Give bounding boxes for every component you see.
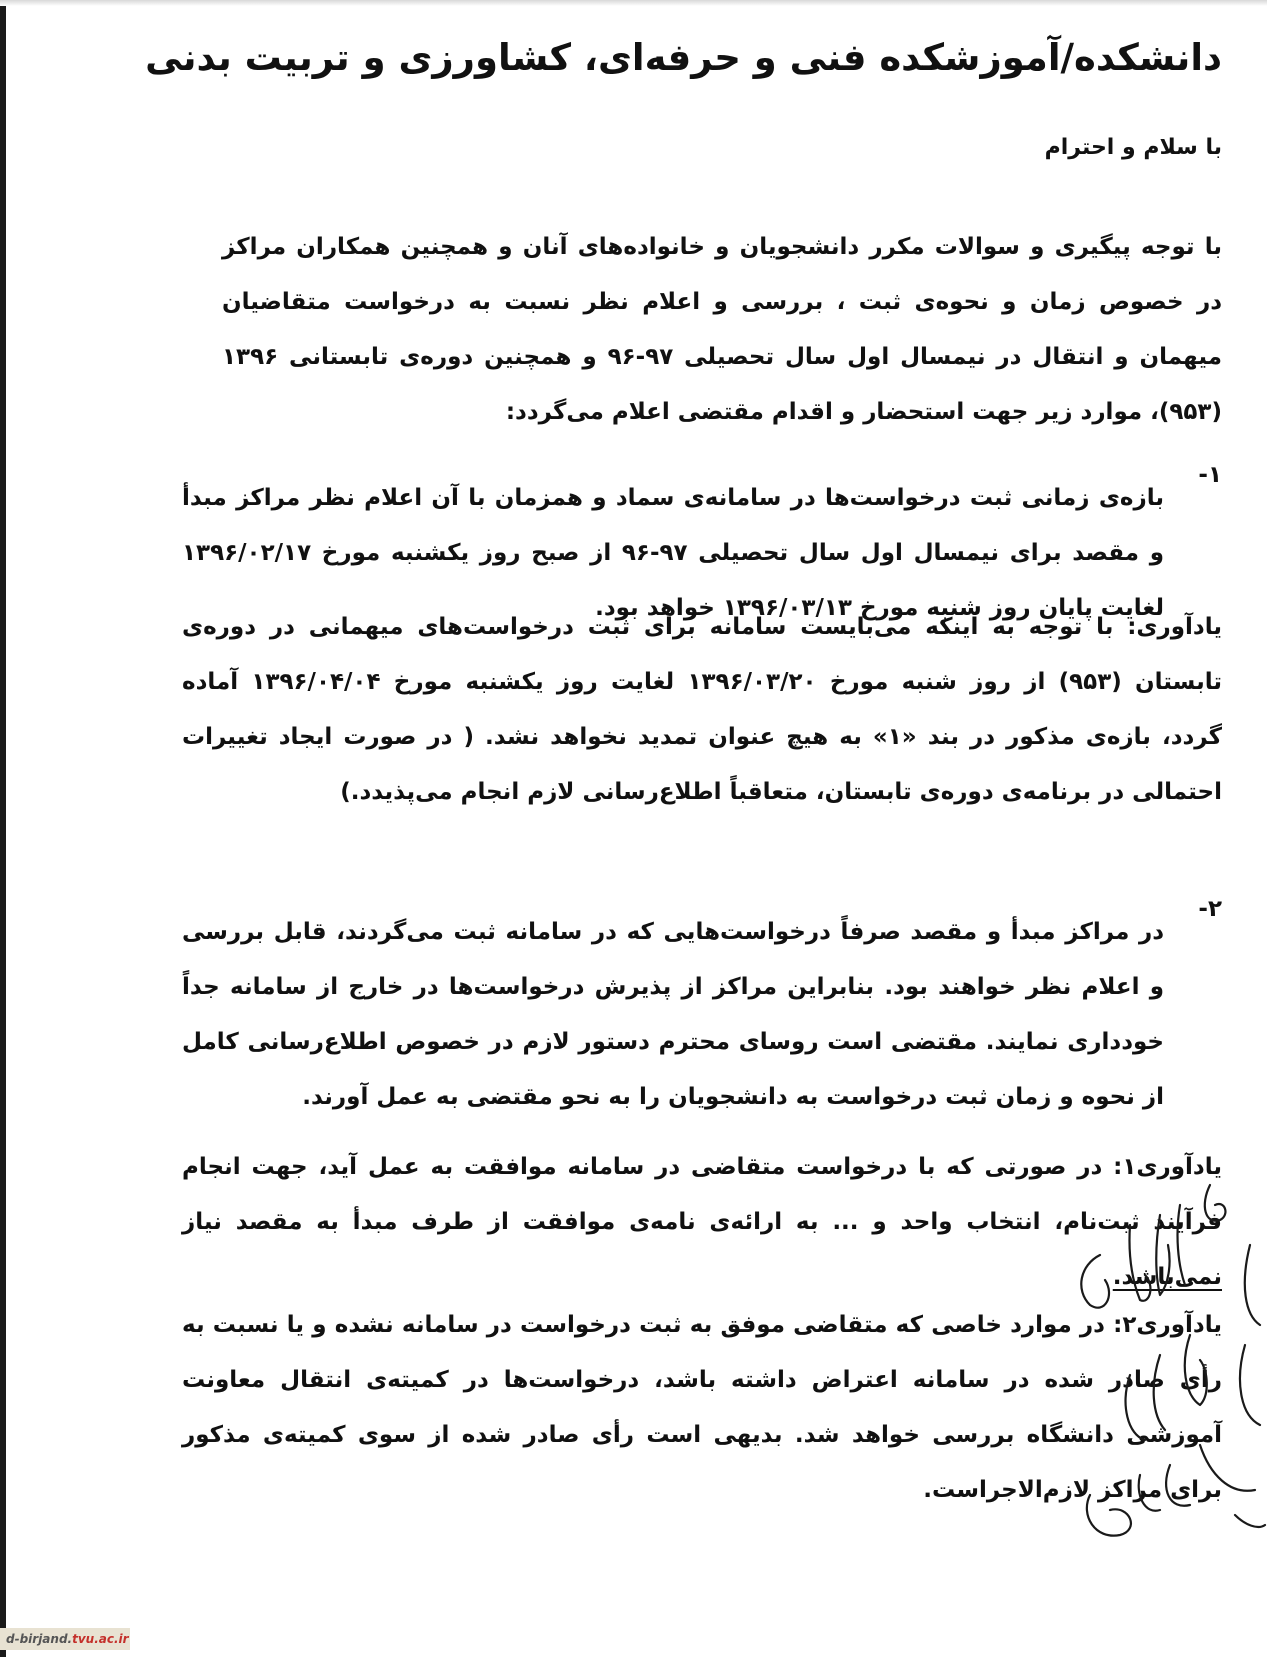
list-item-2-number: ۲- <box>1198 896 1222 922</box>
list-item-1-number: ۱- <box>1198 462 1222 488</box>
greeting: با سلام و احترام <box>1044 135 1222 160</box>
watermark-prefix: d-birjand. <box>6 1632 73 1646</box>
list-item-2-text: در مراکز مبدأ و مقصد صرفاً درخواست‌هایی که در سامانه ثبت می‌گردند، قابل بررسی و اعلام نظر خواهند بود. بنابراین مراکز از پذیرش درخواست‌ها در خارج از سامانه جداً خودداری نمایند. مقتضی است روسای محترم دستور لازم در خصوص اطلاع‌رسانی کامل از نحوه و زمان ثبت درخواست به دانشجویان را به نحو مقتضی به عمل آورند. <box>182 919 1164 1110</box>
reminder-2-underlined: نمی‌باشد. <box>1112 1264 1222 1290</box>
reminder-3: یادآوری۲: در موارد خاصی که متقاضی موفق به ثبت درخواست در سامانه نشده و یا نسبت به رأی صادر شده در سامانه اعتراض داشته باشد، درخواست‌ها در کمیته‌ی انتقال معاونت آموزشی دانشگاه بررسی خواهد شد. بدیهی است رأی صادر شده از سوی کمیته‌ی مذکور برای مراکز لازم‌الاجراست. <box>182 1312 1222 1503</box>
list-item-2 <box>182 882 1222 1148</box>
intro-paragraph: با توجه پیگیری و سوالات مکرر دانشجویان و خانواده‌های آنان و همچنین همکاران مراکز در خصوص زمان و نحوه‌ی ثبت ، بررسی و اعلام نظر نسبت به درخواست متقاضیان میهمان و انتقال در نیمسال اول سال تحصیلی ۹۷-۹۶ و همچنین دوره‌ی تابستانی ۱۳۹۶ (۹۵۳)، موارد زیر جهت استحضار و اقدام مقتضی اعلام می‌گردد: <box>222 234 1222 425</box>
reminder-1: یادآوری: با توجه به اینکه می‌بایست سامانه برای ثبت درخواست‌های میهمانی در دوره‌ی تابستان (۹۵۳) از روز شنبه مورخ ۱۳۹۶/۰۳/۲۰ لغایت روز یکشنبه مورخ ۱۳۹۶/۰۴/۰۴ آماده گردد، بازه‌ی مذکور در بند «۱» به هیچ عنوان تمدید نخواهد نشد. ( در صورت ایجاد تغییرات احتمالی در برنامه‌ی دوره‌ی تابستان، متعاقباً اطلاع‌رسانی لازم انجام می‌پذیدد.) <box>182 614 1222 805</box>
watermark-accent: tvu.ac.ir <box>72 1632 129 1646</box>
handwritten-annotation <box>1060 1165 1267 1555</box>
list-item-1-text: بازه‌ی زمانی ثبت درخواست‌ها در سامانه‌ی سماد و همزمان با آن اعلام نظر مراکز مبدأ و مقصد برای نیمسال اول سال تحصیلی ۹۷-۹۶ از صبح روز یکشنبه مورخ ۱۳۹۶/۰۲/۱۷ لغایت پایان روز شنبه مورخ ۱۳۹۶/۰۳/۱۳ خواهد بود. <box>182 485 1164 621</box>
letter-heading: دانشکده/آموزشکده فنی و حرفه‌ای، کشاورزی و تربیت بدنی <box>145 36 1222 79</box>
reminder-2-text: یادآوری۱: در صورتی که با درخواست متقاضی در سامانه موافقت به عمل آید، جهت انجام فرآیند ثبت‌نام، انتخاب واحد و ... به ارائه‌ی نامه‌ی موافقت از طرف مبدأ به مقصد نیاز <box>182 1154 1222 1235</box>
site-watermark <box>0 1628 130 1650</box>
